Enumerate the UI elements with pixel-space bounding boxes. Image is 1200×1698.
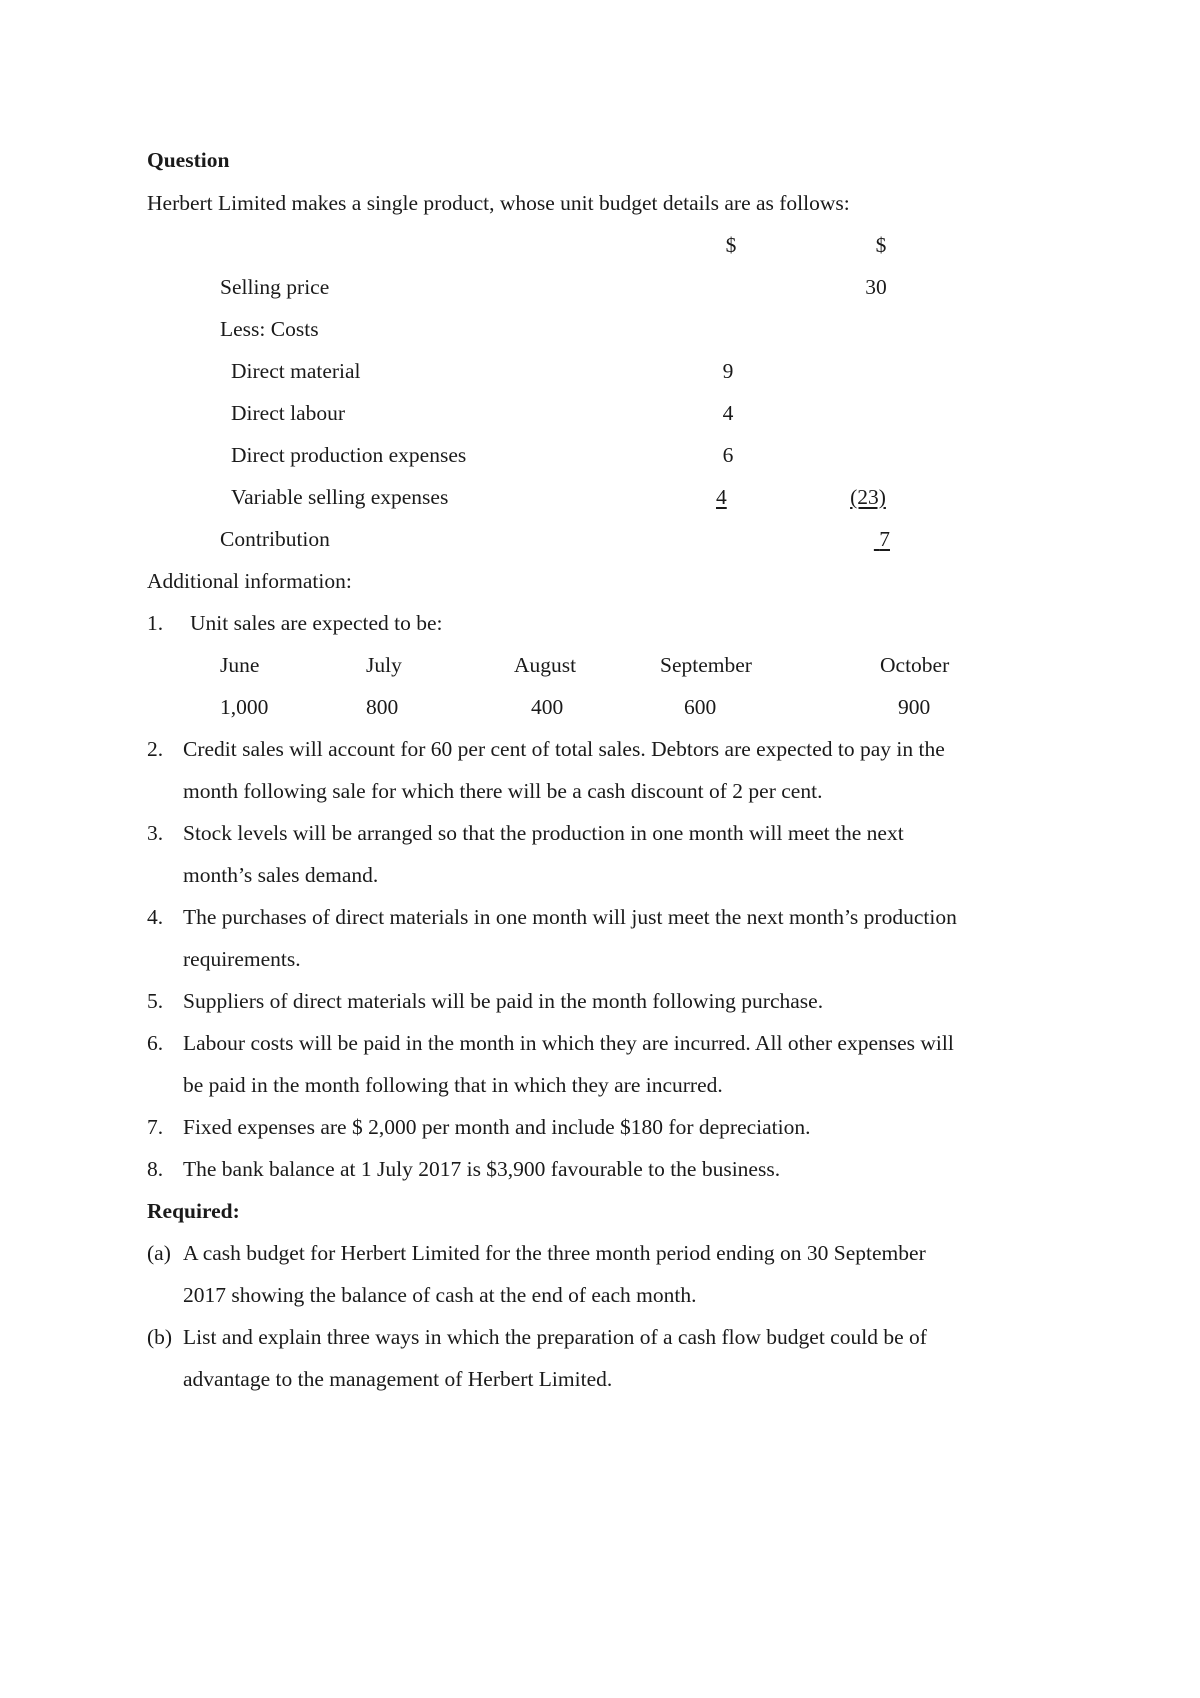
item-number: 1. <box>147 611 164 635</box>
additional-heading: Additional information: <box>147 569 352 593</box>
required-text: advantage to the management of Herbert Limited. <box>183 1367 613 1391</box>
required-label: (b) <box>147 1325 173 1349</box>
row-col1: 6 <box>722 443 734 467</box>
item-text: Unit sales are expected to be: <box>190 611 443 635</box>
sales-value: 900 <box>898 695 931 719</box>
item-text: Credit sales will account for 60 per cent of total sales. Debtors are expected to pay in the <box>183 737 945 761</box>
row-col1: 9 <box>722 359 734 383</box>
item-number: 7. <box>147 1115 164 1139</box>
sales-value: 800 <box>366 695 399 719</box>
item-text: Suppliers of direct materials will be paid in the month following purchase. <box>183 989 824 1013</box>
month-label: September <box>660 653 752 677</box>
contribution-value: 7 <box>879 527 890 551</box>
month-label: August <box>514 653 577 677</box>
question-heading: Question <box>147 148 230 172</box>
row-col2: 30 <box>865 275 887 299</box>
required-text: List and explain three ways in which the preparation of a cash flow budget could be of <box>183 1325 927 1349</box>
row-label: Contribution <box>220 527 330 551</box>
intro-text: Herbert Limited makes a single product, whose unit budget details are as follows: <box>147 191 850 215</box>
required-text: A cash budget for Herbert Limited for the three month period ending on 30 September <box>183 1241 926 1265</box>
row-label: Less: Costs <box>220 317 319 341</box>
item-text: The purchases of direct materials in one month will just meet the next month’s production <box>183 905 957 929</box>
item-text: be paid in the month following that in which they are incurred. <box>183 1073 723 1097</box>
item-text: month following sale for which there will be a cash discount of 2 per cent. <box>183 779 823 803</box>
row-col1-underlined: 4 <box>716 485 727 509</box>
row-col2-underlined: (23) <box>850 485 886 509</box>
row-col1: 4 <box>722 401 734 425</box>
required-label: (a) <box>147 1241 171 1265</box>
row-label: Direct labour <box>231 401 346 425</box>
month-label: June <box>220 653 260 677</box>
item-text: Stock levels will be arranged so that the production in one month will meet the next <box>183 821 904 845</box>
required-heading: Required: <box>147 1199 240 1223</box>
row-label: Variable selling expenses <box>231 485 449 509</box>
month-label: July <box>366 653 402 677</box>
item-number: 6. <box>147 1031 164 1055</box>
row-label: Direct material <box>231 359 361 383</box>
item-text: requirements. <box>183 947 301 971</box>
row-label: Direct production expenses <box>231 443 467 467</box>
required-text: 2017 showing the balance of cash at the end of each month. <box>183 1283 697 1307</box>
item-number: 4. <box>147 905 164 929</box>
item-number: 2. <box>147 737 164 761</box>
sales-value: 600 <box>684 695 717 719</box>
item-text: Labour costs will be paid in the month in which they are incurred. All other expenses will <box>183 1031 954 1055</box>
item-number: 3. <box>147 821 164 845</box>
item-number: 8. <box>147 1157 164 1181</box>
month-label: October <box>880 653 950 677</box>
item-text: The bank balance at 1 July 2017 is $3,900 favourable to the business. <box>183 1157 781 1181</box>
sales-value: 400 <box>531 695 564 719</box>
item-number: 5. <box>147 989 164 1013</box>
row-label: Selling price <box>220 275 330 299</box>
col1-header: $ <box>725 233 737 257</box>
item-text: Fixed expenses are $ 2,000 per month and include $180 for depreciation. <box>183 1115 811 1139</box>
sales-value: 1,000 <box>220 695 269 719</box>
item-text: month’s sales demand. <box>183 863 379 887</box>
col2-header: $ <box>875 233 887 257</box>
